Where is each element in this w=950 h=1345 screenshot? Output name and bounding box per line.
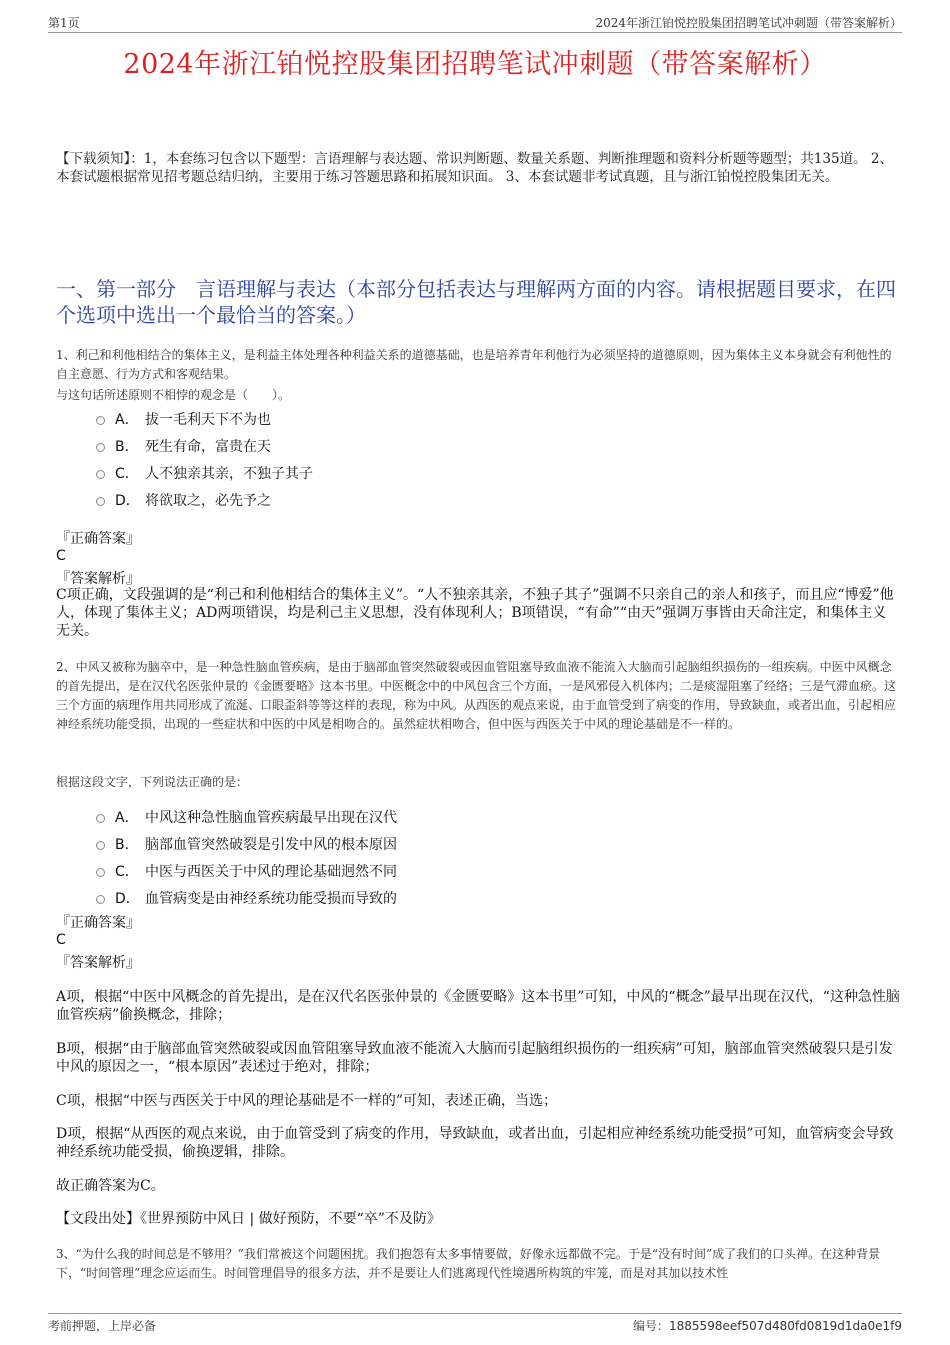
- q2-option-b[interactable]: [96, 830, 397, 857]
- q2-analysis-a: A项，根据“中医中风概念的首先提出，是在汉代名医张仲景的《金匮要略》这本书里”可知，中风的“概念”最早出现在汉代，“这种急性脑血管疾病”偷换概念，排除；: [56, 989, 900, 1023]
- radio-icon[interactable]: [96, 841, 105, 850]
- option-letter: A．: [115, 809, 139, 826]
- radio-icon[interactable]: [96, 416, 105, 425]
- q2-analysis-c: C项，根据“中医与西医关于中风的理论基础是不一样的”可知，表述正确，当选；: [56, 1093, 558, 1109]
- q2-source: 【文段出处】《世界预防中风日 | 做好预防，不要“卒”不及防》: [56, 1211, 441, 1227]
- q1-option-c[interactable]: [96, 459, 313, 486]
- question-1-stem: 1、利己和利他相结合的集体主义，是利益主体处理各种利益关系的道德基础，也是培养青年利他行为必须坚持的道德原则，因为集体主义本身就会有利他性的自主意愿、行为方式和客观结果。: [56, 348, 892, 381]
- radio-icon[interactable]: [96, 470, 105, 479]
- q2-analysis-d: D项，根据“从西医的观点来说，由于血管受到了病变的作用，导致缺血，或者出血，引起相应神经系统功能受损”可知，血管病变会导致神经系统功能受损，偷换逻辑，排除。: [56, 1126, 894, 1160]
- q2-analysis-label: 『答案解析』: [56, 955, 140, 971]
- option-text: 将欲取之，必先予之: [145, 492, 271, 509]
- option-letter: D．: [115, 890, 140, 907]
- q2-option-d[interactable]: [96, 884, 397, 911]
- option-letter: B．: [115, 836, 139, 853]
- option-letter: A．: [115, 411, 139, 428]
- option-text: 死生有命，富贵在天: [145, 438, 271, 455]
- q1-answer: C: [56, 548, 66, 564]
- q1-analysis-label: 『答案解析』: [56, 571, 140, 587]
- option-text: 中风这种急性脑血管疾病最早出现在汉代: [145, 809, 397, 826]
- q2-option-c[interactable]: [96, 857, 397, 884]
- option-text: 中医与西医关于中风的理论基础迥然不同: [145, 863, 397, 880]
- document-title: 2024年浙江铂悦控股集团招聘笔试冲刺题（带答案解析）: [123, 49, 827, 80]
- q1-option-d[interactable]: [96, 486, 313, 513]
- radio-icon[interactable]: [96, 443, 105, 452]
- header-doc-title: 2024年浙江铂悦控股集团招聘笔试冲刺题（带答案解析）: [595, 16, 902, 30]
- section-heading: 一、第一部分 言语理解与表达（本部分包括表达与理解两方面的内容。请根据题目要求，在四个选项中选出一个最恰当的答案。）: [56, 277, 896, 327]
- option-text: 人不独亲其亲，不独子其子: [145, 465, 313, 482]
- page-number: 第1页: [48, 16, 80, 30]
- question-1-options: [96, 405, 313, 513]
- option-text: 血管病变是由神经系统功能受损而导致的: [145, 890, 397, 907]
- download-notice: 【下载须知】：1，本套练习包含以下题型：言语理解与表达题、常识判断题、数量关系题、判断推理题和资料分析题等题型；共135道。 2、本套试题根据常见招考题总结归纳，主要用于练习答题思路和拓展知识面。 3、本套试题非考试真题，且与浙江铂悦控股集团无关。: [56, 151, 893, 185]
- q2-answer: C: [56, 932, 66, 948]
- footer-slogan: 考前押题，上岸必备: [48, 1319, 157, 1333]
- q1-analysis: C项正确，文段强调的是“利己和利他相结合的集体主义”。“人不独亲其亲，不独子其子”强调不只亲自己的亲人和孩子，而且应“博爱”他人，体现了集体主义；AD两项错误，均是利己主义思想，没有体现利人；B项错误，“有命”“由天”强调万事皆由天命注定，和集体主义无关。: [56, 587, 894, 639]
- footer-serial: 编号：1885598eef507d480fd0819d1da0e1f9: [633, 1319, 902, 1333]
- q2-conclusion: 故正确答案为C。: [56, 1178, 165, 1194]
- option-letter: C．: [115, 465, 139, 482]
- question-2-options: [96, 803, 397, 911]
- q1-answer-label: 『正确答案』: [56, 531, 140, 547]
- radio-icon[interactable]: [96, 868, 105, 877]
- radio-icon[interactable]: [96, 895, 105, 904]
- q2-answer-label: 『正确答案』: [56, 915, 140, 931]
- q1-option-a[interactable]: [96, 405, 313, 432]
- question-2-stem: 2、中风又被称为脑卒中，是一种急性脑血管疾病，是由于脑部血管突然破裂或因血管阻塞导致血液不能流入大脑而引起脑组织损伤的一组疾病。中医中风概念的首先提出，是在汉代名医张仲景的《金匮要略》这本书里。中医概念中的中风包含三个方面，一是风邪侵入机体内；二是痰湿阻塞了经络；三是气滞血瘀。这三个方面的病理作用共同形成了流涎、口眼歪斜等等这样的表现，称为中风。从西医的观点来说，由于血管受到了病变的作用，导致缺血，或者出血，引起相应神经系统功能受损，出现的一些症状和中医的中风是相吻合的。虽然症状相吻合，但中医与西医关于中风的理论基础是不一样的。: [56, 660, 897, 731]
- option-letter: C．: [115, 863, 139, 880]
- page-footer: [48, 1313, 902, 1334]
- option-letter: D．: [115, 492, 140, 509]
- q2-option-a[interactable]: [96, 803, 397, 830]
- q2-analysis-b: B项，根据“由于脑部血管突然破裂或因血管阻塞导致血液不能流入大脑而引起脑组织损伤的一组疾病”可知，脑部血管突然破裂只是引发中风的原因之一，“根本原因”表述过于绝对，排除；: [56, 1041, 893, 1075]
- option-text: 脑部血管突然破裂是引发中风的根本原因: [145, 836, 397, 853]
- radio-icon[interactable]: [96, 497, 105, 506]
- q1-option-b[interactable]: [96, 432, 313, 459]
- radio-icon[interactable]: [96, 814, 105, 823]
- page-header: [48, 12, 902, 33]
- option-text: 拔一毛利天下不为也: [145, 411, 271, 428]
- option-letter: B．: [115, 438, 139, 455]
- question-3-stem: 3、“为什么我的时间总是不够用？”我们常被这个问题困扰。我们抱怨有太多事情要做，好像永远都做不完。于是“没有时间”成了我们的口头禅。在这种背景下，“时间管理”理念应运而生。时间管理倡导的很多方法，并不是要让人们逃离现代性境遇所构筑的牢笼，而是对其加以技术性: [56, 1247, 881, 1280]
- question-2-prompt: 根据这段文字，下列说法正确的是：: [56, 775, 249, 789]
- question-1-prompt: 与这句话所述原则不相悖的观念是（ ）。: [56, 388, 291, 402]
